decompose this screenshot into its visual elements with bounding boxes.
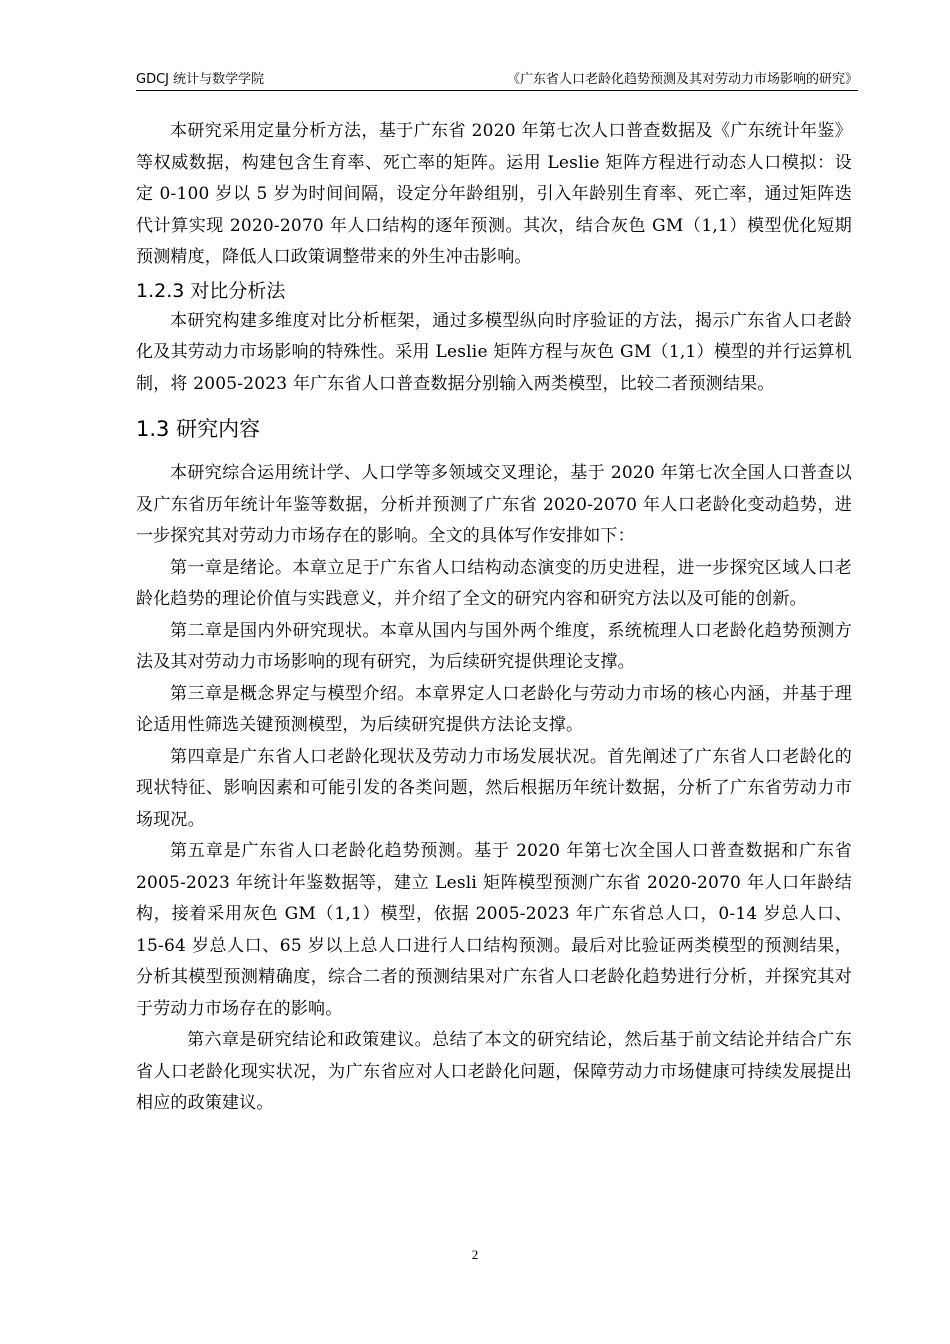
- paragraph-chapter-3: 第三章是概念界定与模型介绍。本章界定人口老龄化与劳动力市场的核心内涵，并基于理论适用性筛选关键预测模型，为后续研究提供方法论支撑。: [136, 683, 852, 735]
- header-institution: GDCJ 统计与数学学院: [136, 72, 265, 87]
- section-heading-1-3: 1.3 研究内容: [136, 417, 261, 441]
- paragraph-chapter-4: 第四章是广东省人口老龄化现状及劳动力市场发展状况。首先阐述了广东省人口老龄化的现状特征、影响因素和可能引发的各类问题，然后根据历年统计数据，分析了广东省劳动力市场现况。: [136, 746, 852, 830]
- paragraph-comparison: 本研究构建多维度对比分析框架，通过多模型纵向时序验证的方法，揭示广东省人口老龄化及其劳动力市场影响的特殊性。采用 Leslie 矩阵方程与灰色 GM（1,1）模型的并行运算机制，将 2005-2023 年广东省人口普查数据分别输入两类模型，比较二者预测结果。: [136, 310, 852, 394]
- section-heading-1-2-3: 1.2.3 对比分析法: [136, 279, 286, 302]
- paragraph-content-intro: 本研究综合运用统计学、人口学等多领域交叉理论，基于 2020 年第七次全国人口普查以及广东省历年统计年鉴等数据，分析并预测了广东省 2020-2070 年人口老龄化变动趋势，进一步探究其对劳动力市场存在的影响。全文的具体写作安排如下：: [136, 463, 852, 546]
- header-title: 《广东省人口老龄化趋势预测及其对劳动力市场影响的研究》: [506, 72, 858, 87]
- paragraph-chapter-6: 第六章是研究结论和政策建议。总结了本文的研究结论，然后基于前文结论并结合广东省人口老龄化现实状况，为广东省应对人口老龄化问题，保障劳动力市场健康可持续发展提出相应的政策建议。: [136, 1030, 852, 1113]
- page-body: [136, 116, 852, 1120]
- page-header: [136, 66, 858, 91]
- paragraph-chapter-1: 第一章是绪论。本章立足于广东省人口结构动态演变的历史进程，进一步探究区域人口老龄化趋势的理论价值与实践意义，并介绍了全文的研究内容和研究方法以及可能的创新。: [136, 557, 852, 609]
- paragraph-chapter-5: 第五章是广东省人口老龄化趋势预测。基于 2020 年第七次全国人口普查数据和广东省 2005-2023 年统计年鉴数据等，建立 Lesli 矩阵模型预测广东省 2020-2070 年人口年龄结构，接着采用灰色 GM（1,1）模型，依据 2005-2023 年广东省总人口，0-14 岁总人口、15-64 岁总人口、65 岁以上总人口进行人口结构预测。最后对比验证两类模型的预测结果，分析其模型预测精确度，综合二者的预测结果对广东省人口老龄化趋势进行分析，并探究其对于劳动力市场存在的影响。: [136, 841, 852, 1019]
- page-number: 2: [471, 1247, 479, 1262]
- paragraph-chapter-2: 第二章是国内外研究现状。本章从国内与国外两个维度，系统梳理人口老龄化趋势预测方法及其对劳动力市场影响的现有研究，为后续研究提供理论支撑。: [136, 620, 852, 672]
- paragraph-method: 本研究采用定量分析方法，基于广东省 2020 年第七次人口普查数据及《广东统计年鉴》等权威数据，构建包含生育率、死亡率的矩阵。运用 Leslie 矩阵方程进行动态人口模拟：设定 0-100 岁以 5 岁为时间间隔，设定分年龄组别，引入年龄别生育率、死亡率，通过矩阵迭代计算实现 2020-2070 年人口结构的逐年预测。其次，结合灰色 GM（1,1）模型优化短期预测精度，降低人口政策调整带来的外生冲击影响。: [136, 121, 852, 267]
